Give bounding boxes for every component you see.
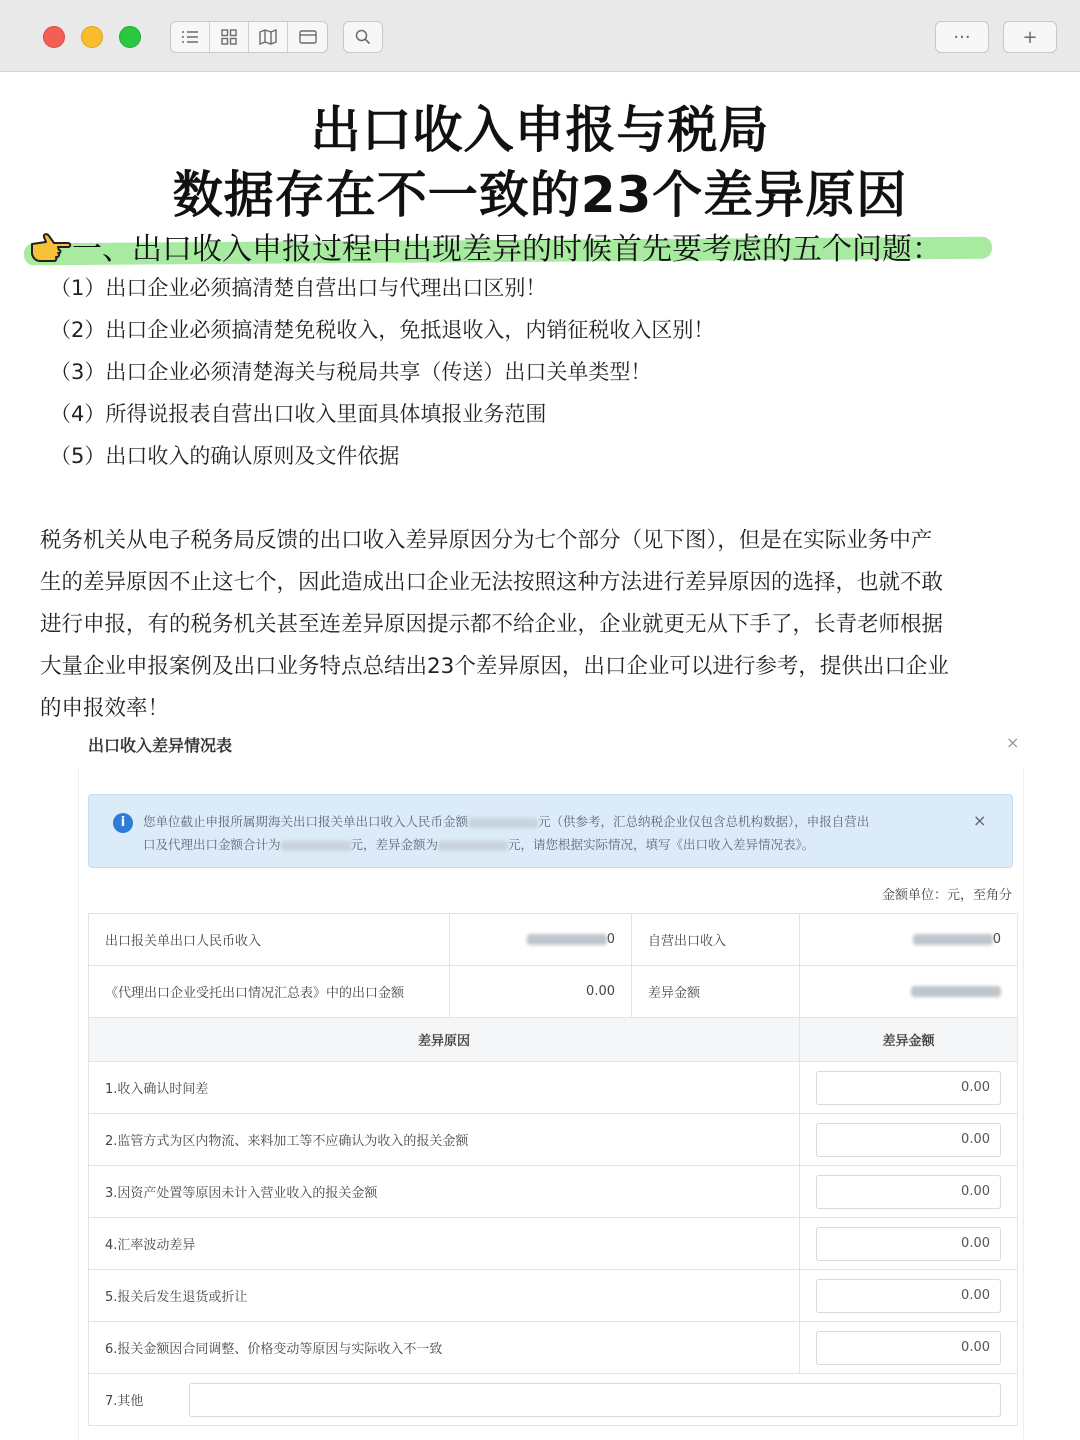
redacted-value <box>468 818 538 828</box>
agent-export-value: 0.00 <box>450 966 632 1018</box>
paragraph-line: 税务机关从电子税务局反馈的出口收入差异原因分为七个部分（见下图），但是在实际业务中产 <box>40 528 933 553</box>
zoom-window-button[interactable] <box>119 26 141 48</box>
agent-export-label: 《代理出口企业受托出口情况汇总表》中的出口金额 <box>89 966 450 1018</box>
question-item: （2）出口企业必须搞清楚免税收入，免抵退收入，内销征税收入区别！ <box>50 318 715 342</box>
page-title-line2: 数据存在不一致的23个差异原因 <box>172 166 908 224</box>
pointing-hand-icon <box>28 226 72 266</box>
search-button[interactable] <box>343 21 383 53</box>
table-row <box>89 1166 1018 1218</box>
difference-amount-label: 差异金额 <box>632 966 800 1018</box>
notice-line-2: 口及代理出口金额合计为 元，差异金额为 元，请您根据实际情况，填写《出口收入差异情况表》。 <box>143 837 815 852</box>
form-close-icon[interactable]: × <box>1006 733 1020 752</box>
table-row <box>89 1374 1018 1426</box>
redacted-value <box>913 934 993 945</box>
summary-row <box>89 966 1018 1018</box>
table-row <box>89 1270 1018 1322</box>
page-title-line1: 出口收入申报与税局 <box>310 101 770 159</box>
reason-label: 6.报关金额因合同调整、价格变动等原因与实际收入不一致 <box>89 1322 800 1374</box>
minimize-window-button[interactable] <box>81 26 103 48</box>
other-reason-input[interactable] <box>189 1383 1001 1417</box>
plus-icon: + <box>1022 26 1038 48</box>
grid-icon <box>221 29 237 45</box>
view-mode-segmented-control <box>170 21 328 53</box>
table-row <box>89 1114 1018 1166</box>
section-heading-text: 一、出口收入申报过程中出现差异的时候首先要考虑的五个问题： <box>72 232 942 267</box>
list-icon <box>181 30 199 44</box>
reasons-header: 差异原因 <box>89 1018 800 1062</box>
question-item: （1）出口企业必须搞清楚自营出口与代理出口区别！ <box>50 276 547 300</box>
more-icon: ··· <box>953 26 971 48</box>
redacted-value <box>281 841 351 851</box>
notice-banner <box>88 794 1013 868</box>
more-button[interactable] <box>935 21 989 53</box>
customs-income-label: 出口报关单出口人民币收入 <box>89 914 450 966</box>
reason-amount-input[interactable]: 0.00 <box>816 1071 1001 1105</box>
map-view-button[interactable] <box>249 22 288 52</box>
summary-row <box>89 914 1018 966</box>
question-item: （5）出口收入的确认原则及文件依据 <box>50 444 400 468</box>
table-header-row <box>89 1018 1018 1062</box>
table-row <box>89 1322 1018 1374</box>
add-tab-button[interactable] <box>1003 21 1057 53</box>
difference-amount-value <box>800 966 1018 1018</box>
close-window-button[interactable] <box>43 26 65 48</box>
form-title: 出口收入差异情况表 <box>88 736 233 755</box>
paragraph-line: 大量企业申报案例及出口业务特点总结出23个差异原因，出口企业可以进行参考，提供出口企业 <box>40 654 949 679</box>
reason-amount-input[interactable]: 0.00 <box>816 1331 1001 1365</box>
section-heading <box>28 224 942 268</box>
reason-label: 5.报关后发生退货或折让 <box>89 1270 800 1322</box>
self-export-label: 自营出口收入 <box>632 914 800 966</box>
reason-label: 1.收入确认时间差 <box>89 1062 800 1114</box>
info-icon: i <box>113 813 133 833</box>
redacted-value <box>438 841 508 851</box>
grid-view-button[interactable] <box>210 22 249 52</box>
reason-amount-input[interactable]: 0.00 <box>816 1123 1001 1157</box>
redacted-value <box>527 934 607 945</box>
self-export-value: 0 <box>800 914 1018 966</box>
reason-label: 7.其他 <box>105 1394 144 1409</box>
paragraph-line: 的申报效率！ <box>40 696 170 721</box>
search-icon <box>355 29 371 45</box>
paragraph-line: 生的差异原因不止这七个，因此造成出口企业无法按照这种方法进行差异原因的选择，也就不敢 <box>40 570 944 595</box>
reason-amount-input[interactable]: 0.00 <box>816 1175 1001 1209</box>
sidebar-view-button[interactable] <box>288 22 327 52</box>
other-reason-cell <box>89 1374 1018 1426</box>
reason-label: 2.监管方式为区内物流、来料加工等不应确认为收入的报关金额 <box>89 1114 800 1166</box>
window-titlebar <box>0 0 1080 72</box>
amount-unit-note: 金额单位：元，至角分 <box>881 888 1012 903</box>
reason-label: 3.因资产处置等原因未计入营业收入的报关金额 <box>89 1166 800 1218</box>
list-view-button[interactable] <box>171 22 210 52</box>
sidebar-icon <box>299 30 317 44</box>
difference-table <box>88 913 1018 1426</box>
amount-header: 差异金额 <box>800 1018 1018 1062</box>
table-row <box>89 1062 1018 1114</box>
notice-line-1: 您单位截止申报所属期海关出口报关单出口收入人民币金额 元（供参考，汇总纳税企业仅包含总机构数据），申报自营出 <box>143 814 870 829</box>
question-item: （4）所得说报表自营出口收入里面具体填报业务范围 <box>50 402 547 426</box>
notice-close-icon[interactable]: × <box>973 811 987 830</box>
redacted-value <box>911 986 1001 997</box>
reason-amount-input[interactable]: 0.00 <box>816 1227 1001 1261</box>
table-row <box>89 1218 1018 1270</box>
reason-label: 4.汇率波动差异 <box>89 1218 800 1270</box>
reason-amount-input[interactable]: 0.00 <box>816 1279 1001 1313</box>
map-icon <box>259 29 277 45</box>
customs-income-value: 0 <box>450 914 632 966</box>
question-item: （3）出口企业必须清楚海关与税局共享（传送）出口关单类型！ <box>50 360 652 384</box>
paragraph-line: 进行申报，有的税务机关甚至连差异原因提示都不给企业，企业就更无从下手了，长青老师根据 <box>40 612 944 637</box>
